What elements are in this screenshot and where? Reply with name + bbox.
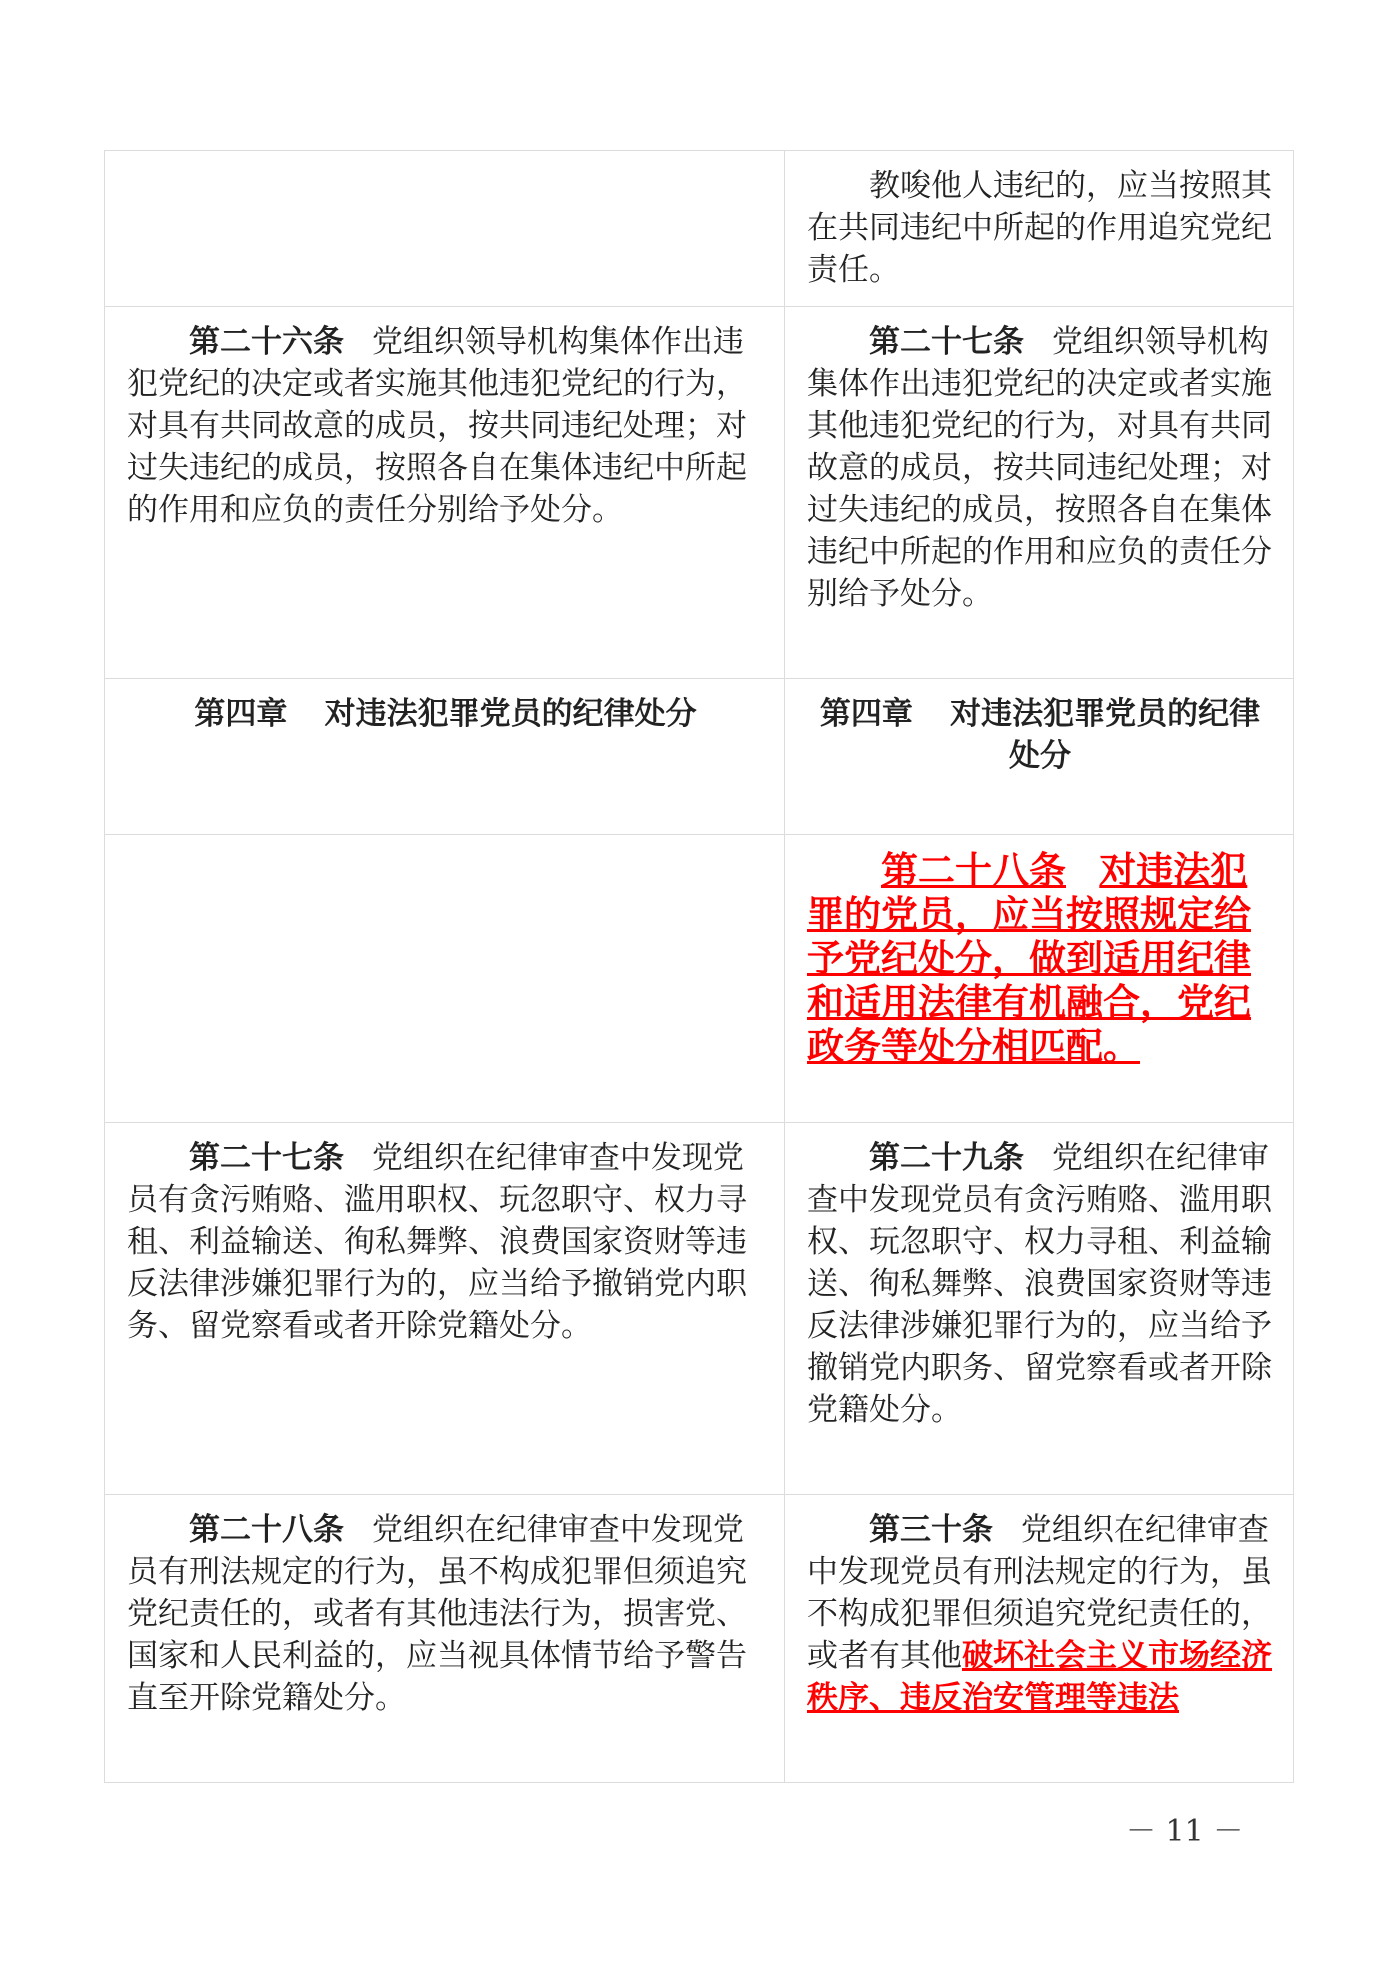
- table-row: [105, 679, 1294, 835]
- chapter-title: 对违法犯罪党员的纪律处分: [950, 696, 1261, 774]
- article-number: 第二十六条: [189, 324, 344, 360]
- comparison-table: [104, 150, 1294, 1783]
- old-text-cell: [105, 835, 785, 1123]
- old-text-cell: [105, 1123, 785, 1495]
- table-row: [105, 151, 1294, 307]
- article-number: 第二十七条: [189, 1140, 344, 1176]
- page-number: － 11 －: [1126, 1814, 1244, 1849]
- clause-paragraph: [127, 1137, 764, 1347]
- article-number: 第三十条: [869, 1512, 993, 1548]
- clause-paragraph: [807, 1509, 1273, 1719]
- clause-paragraph: [807, 165, 1273, 291]
- clause-paragraph: [127, 1509, 764, 1719]
- old-text-cell: [105, 151, 785, 307]
- old-text-cell: [105, 307, 785, 679]
- article-number: 第二十八条: [881, 849, 1066, 892]
- clause-text: 党组织在纪律审查中发现党员有刑法规定的行为，虽不构成犯罪但须追究党纪责任的，或者有其他违法行为，损害党、国家和人民利益的，应当视具体情节给予警告直至开除党籍处分。: [127, 1512, 747, 1716]
- clause-paragraph: [807, 849, 1273, 1069]
- clause-text: 党组织领导机构集体作出违犯党纪的决定或者实施其他违犯党纪的行为，对具有共同故意的成员，按共同违纪处理；对过失违纪的成员，按照各自在集体违纪中所起的作用和应负的责任分别给予处分。: [807, 324, 1272, 612]
- table-row: [105, 307, 1294, 679]
- article-number: 第二十八条: [189, 1512, 344, 1548]
- new-text-cell: [785, 151, 1294, 307]
- chapter-heading-cell: [105, 679, 785, 835]
- new-text-cell: [785, 835, 1294, 1123]
- clause-text: 教唆他人违纪的，应当按照其在共同违纪中所起的作用追究党纪责任。: [807, 168, 1272, 288]
- clause-paragraph: [127, 321, 764, 531]
- chapter-number: 第四章: [819, 696, 913, 732]
- clause-text: 党组织领导机构集体作出违犯党纪的决定或者实施其他违犯党纪的行为，对具有共同故意的成员，按共同违纪处理；对过失违纪的成员，按照各自在集体违纪中所起的作用和应负的责任分别给予处分。: [127, 324, 747, 528]
- new-text-cell: [785, 1495, 1294, 1783]
- article-number: 第二十七条: [869, 324, 1024, 360]
- old-text-cell: [105, 1495, 785, 1783]
- clause-paragraph: [807, 1137, 1273, 1431]
- new-text-cell: [785, 307, 1294, 679]
- clause-text: 党组织在纪律审查中发现党员有刑法规定的行为，虽不构成犯罪但须追究党纪责任的，或者有其他: [807, 1512, 1272, 1674]
- clause-text: 党组织在纪律审查中发现党员有贪污贿赂、滥用职权、玩忽职守、权力寻租、利益输送、徇私舞弊、浪费国家资财等违反法律涉嫌犯罪行为的，应当给予撤销党内职务、留党察看或者开除党籍处分。: [807, 1140, 1272, 1428]
- clause-paragraph: [807, 321, 1273, 615]
- clause-text: 党组织在纪律审查中发现党员有贪污贿赂、滥用职权、玩忽职守、权力寻租、利益输送、徇私舞弊、浪费国家资财等违反法律涉嫌犯罪行为的，应当给予撤销党内职务、留党察看或者开除党籍处分。: [127, 1140, 747, 1344]
- new-text-cell: [785, 1123, 1294, 1495]
- clause-text-highlight: 破坏社会主义市场经济秩序、违反治安管理等违法: [807, 1638, 1272, 1716]
- clause-text-highlight: 对违法犯罪的党员，应当按照规定给予党纪处分，做到适用纪律和适用法律有机融合，党纪政务等处分相匹配。: [807, 849, 1251, 1068]
- article-number: 第二十九条: [869, 1140, 1024, 1176]
- table-row: [105, 835, 1294, 1123]
- table-row: [105, 1495, 1294, 1783]
- table-row: [105, 1123, 1294, 1495]
- chapter-number: 第四章: [194, 696, 288, 732]
- chapter-heading-cell: [785, 679, 1294, 835]
- chapter-title: 对违法犯罪党员的纪律处分: [324, 696, 697, 732]
